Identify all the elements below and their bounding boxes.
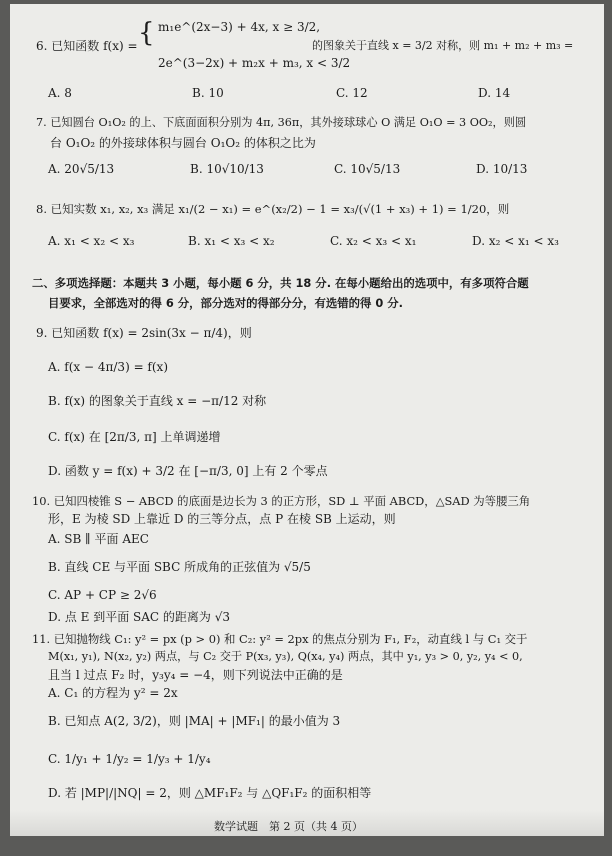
q7-option-a: A. 20√5/13 [48,162,115,176]
q7-line1: 7. 已知圆台 O₁O₂ 的上、下底面面积分别为 4π, 36π，其外接球球心 O 满足 O₁O = 3 OO₂，则圆 [36,116,527,129]
q6-piece1: m₁e^(2x−3) + 4x, x ≥ 3/2, [158,20,321,34]
exam-page [10,4,604,836]
q6-option-c: C. 12 [336,86,368,100]
q7-line2: 台 O₁O₂ 的外接球体积与圆台 O₁O₂ 的体积之比为 [50,136,316,150]
q9-option-d: D. 函数 y = f(x) + 3/2 在 [−π/3, 0] 上有 2 个零点 [48,464,328,478]
q10-option-a: A. SB ∥ 平面 AEC [48,532,149,546]
q11-option-b: B. 已知点 A(2, 3/2)，则 |MA| + |MF₁| 的最小值为 3 [48,714,341,728]
q6-option-b: B. 10 [192,86,224,100]
q11-option-c: C. 1/y₁ + 1/y₂ = 1/y₃ + 1/y₄ [48,752,211,766]
q11-option-d: D. 若 |MP|/|NQ| = 2，则 △MF₁F₂ 与 △QF₁F₂ 的面积相等 [48,786,372,800]
q8-option-d: D. x₂ < x₁ < x₃ [472,234,559,248]
q8-option-b: B. x₁ < x₃ < x₂ [188,234,275,248]
q10-option-b: B. 直线 CE 与平面 SBC 所成角的正弦值为 √5/5 [48,560,311,574]
q10-option-d: D. 点 E 到平面 SAC 的距离为 √3 [48,610,231,624]
q8-option-a: A. x₁ < x₂ < x₃ [48,234,135,248]
q11-line1: 11. 已知抛物线 C₁: y² = px (p > 0) 和 C₂: y² = 2px 的焦点分别为 F₁, F₂，动直线 l 与 C₁ 交于 [32,632,528,646]
q9-option-c: C. f(x) 在 [2π/3, π] 上单调递增 [48,430,221,444]
page-footer: 数学试题 第 2 页（共 4 页） [214,820,363,833]
q10-line2: 形，E 为棱 SD 上靠近 D 的三等分点，点 P 在棱 SB 上运动，则 [48,512,396,526]
q7-option-c: C. 10√5/13 [334,162,401,176]
q10-option-c: C. AP + CP ≥ 2√6 [48,588,157,602]
q9-stem: 9. 已知函数 f(x) = 2sin(3x − π/4)，则 [36,326,252,340]
q6-brace: { [138,18,155,48]
q6-option-a: A. 8 [48,86,72,100]
section2-line1: 二、多项选择题：本题共 3 小题，每小题 6 分，共 18 分. 在每小题给出的选项中，有多项符合题 [32,276,529,290]
q7-option-d: D. 10/13 [476,162,528,176]
q8-line1: 8. 已知实数 x₁, x₂, x₃ 满足 x₁/(2 − x₁) = e^(x₂/2) − 1 = x₃/(√(1 + x₃) + 1) = 1/20，则 [36,202,510,216]
q8-option-c: C. x₂ < x₃ < x₁ [330,234,417,248]
q6-option-d: D. 14 [478,86,511,100]
q11-option-a: A. C₁ 的方程为 y² = 2x [48,686,178,700]
q10-line1: 10. 已知四棱锥 S − ABCD 的底面是边长为 3 的正方形，SD ⊥ 平面 ABCD，△SAD 为等腰三角 [32,494,531,508]
q9-option-a: A. f(x − 4π/3) = f(x) [48,360,169,374]
q9-option-b: B. f(x) 的图象关于直线 x = −π/12 对称 [48,394,267,408]
q11-line2: M(x₁, y₁), N(x₂, y₂) 两点，与 C₂ 交于 P(x₃, y₃), Q(x₄, y₄) 两点，其中 y₁, y₃ > 0, y₂, y₄ < 0, [48,650,523,663]
q7-option-b: B. 10√10/13 [190,162,264,176]
q6-piece2: 2e^(3−2x) + m₂x + m₃, x < 3/2 [158,56,351,70]
q6-tail: 的图象关于直线 x = 3/2 对称，则 m₁ + m₂ + m₃ = [312,39,574,52]
q6-stem: 6. 已知函数 f(x) = [36,39,138,53]
q11-line3: 且当 l 过点 F₂ 时，y₃y₄ = −4，则下列说法中正确的是 [48,668,343,682]
section2-line2: 目要求，全部选对的得 6 分，部分选对的得部分分，有选错的得 0 分. [48,296,403,310]
